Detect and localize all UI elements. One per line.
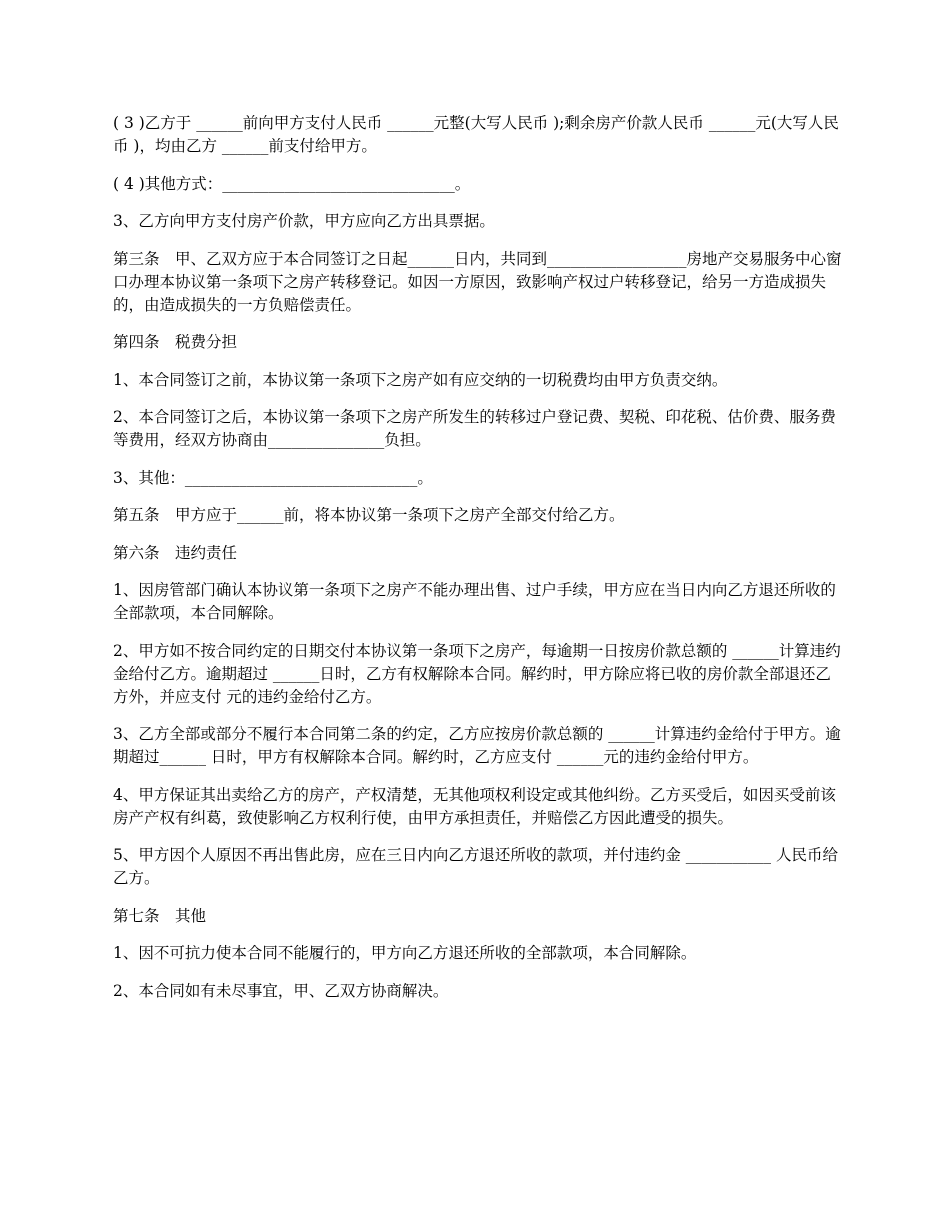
clause-7-heading: 第七条 其他 xyxy=(113,906,207,925)
clause-2-payment-item-4: ( 4 )其他方式：______________________________。 xyxy=(113,174,471,193)
clause-2-payment-item-3: ( 3 )乙方于 ______前向甲方支付人民币 ______元整(大写人民币 );剩余房产价款人民币 ______元(大写人民币 )，均由乙方 ______前支付给甲方。 xyxy=(113,114,839,155)
clause-6-item-3: 3、乙方全部或部分不履行本合同第二条的约定，乙方应按房价款总额的 ______计算违约金给付于甲方。逾期超过______ 日时，甲方有权解除本合同。解约时，乙方应支付 ______元的违约金给付甲方。 xyxy=(113,725,841,766)
clause-3-transfer-registration: 第三条 甲、乙双方应于本合同签订之日起______日内，共同到__________________房地产交易服务中心窗口办理本协议第一条项下之房产转移登记。如因一方原因，致影响产权过户转移登记，给另一方造成损失的，由造成损失的一方负赔偿责任。 xyxy=(113,249,842,314)
clause-7-item-2: 2、本合同如有未尽事宜，甲、乙双方协商解决。 xyxy=(113,981,449,1000)
clause-4-heading: 第四条 税费分担 xyxy=(113,333,238,351)
clause-2-receipt: 3、乙方向甲方支付房产价款，甲方应向乙方出具票据。 xyxy=(113,212,495,230)
clause-7-item-1: 1、因不可抗力使本合同不能履行的，甲方向乙方退还所收的全部款项，本合同解除。 xyxy=(113,944,697,962)
clause-6-heading: 第六条 违约责任 xyxy=(113,543,238,562)
clause-4-item-3: 3、其他：______________________________。 xyxy=(113,468,433,487)
clause-4-item-1: 1、本合同签订之前，本协议第一条项下之房产如有应交纳的一切税费均由甲方负责交纳。 xyxy=(113,370,728,389)
clause-6-item-1: 1、因房管部门确认本协议第一条项下之房产不能办理出售、过户手续，甲方应在当日内向乙方退还所收的全部款项，本合同解除。 xyxy=(113,581,836,622)
clause-6-item-2: 2、甲方如不按合同约定的日期交付本协议第一条项下之房产，每逾期一日按房价款总额的 ______计算违约金给付乙方。逾期超过 ______日时，乙方有权解除本合同。解约时，甲方除应将已收的房价款全部退还乙方外，并应支付 元的违约金给付乙方。 xyxy=(113,641,841,706)
clause-6-item-5: 5、甲方因个人原因不再出售此房，应在三日内向乙方退还所收的款项，并付违约金 ___________ 人民币给乙方。 xyxy=(113,846,838,887)
contract-page-body xyxy=(113,112,843,1017)
clause-5-delivery: 第五条 甲方应于______前，将本协议第一条项下之房产全部交付给乙方。 xyxy=(113,506,625,524)
clause-6-item-4: 4、甲方保证其出卖给乙方的房产，产权清楚，无其他项权利设定或其他纠纷。乙方买受后，如因买受前该房产产权有纠葛，致使影响乙方权利行使，由甲方承担责任，并赔偿乙方因此遭受的损失。 xyxy=(113,785,836,827)
clause-4-item-2: 2、本合同签订之后，本协议第一条项下之房产所发生的转移过户登记费、契税、印花税、估价费、服务费等费用，经双方协商由_______________负担。 xyxy=(113,408,836,449)
